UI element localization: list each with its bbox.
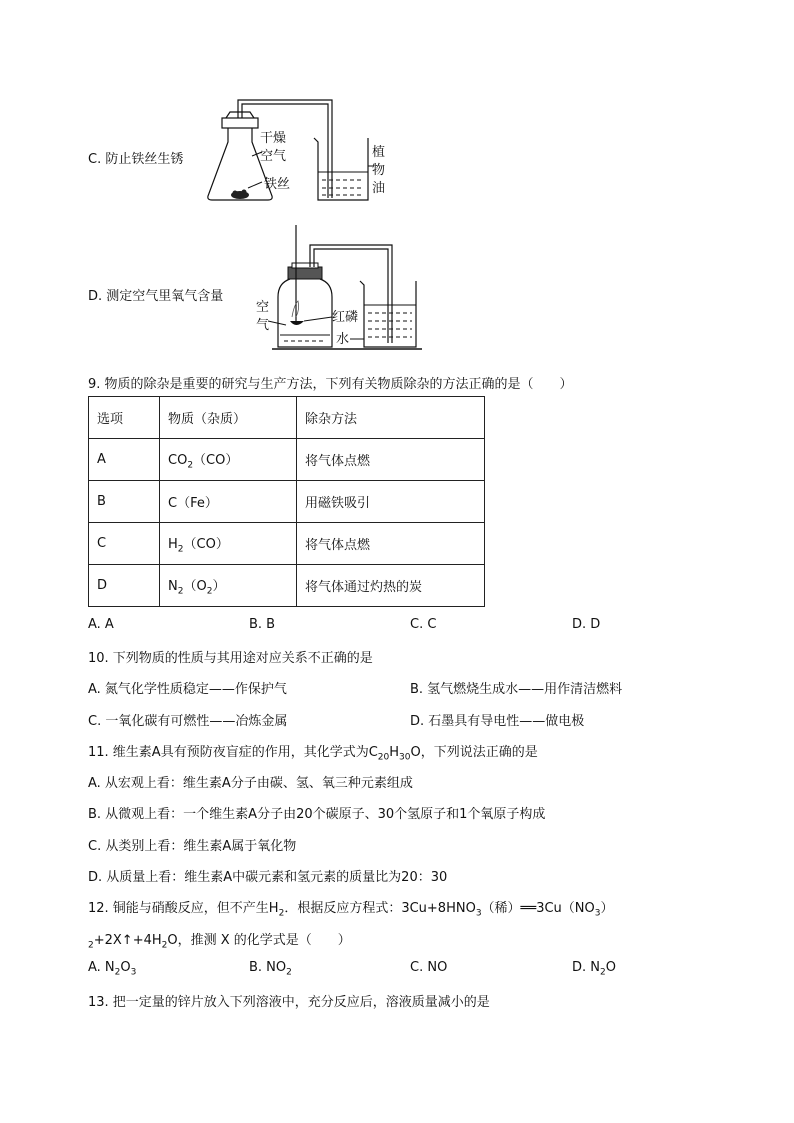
q9-option-c[interactable]: C. C bbox=[410, 617, 437, 632]
label-oil-2: 物 bbox=[372, 163, 386, 178]
q9-stem: 9. 物质的除杂是重要的研究与生产方法，下列有关物质除杂的方法正确的是（ ） bbox=[88, 377, 573, 392]
table-row bbox=[89, 481, 485, 523]
label-red-phosphorus: 红磷 bbox=[332, 310, 359, 325]
q11-option-d[interactable]: D. 从质量上看：维生素A中碳元素和氢元素的质量比为20：30 bbox=[88, 870, 448, 885]
table-cell-option: B bbox=[89, 481, 160, 523]
q12-option-a[interactable]: A. $N_2O_3$ bbox=[88, 960, 137, 978]
table-header-cell: 物质（杂质） bbox=[160, 397, 297, 439]
label-dry: 干燥 bbox=[260, 131, 287, 146]
table-row bbox=[89, 565, 485, 607]
q8-option-d-label: D. 测定空气里氧气含量 bbox=[88, 289, 224, 304]
q9-option-b[interactable]: B. B bbox=[249, 617, 276, 632]
q12-option-c[interactable]: C. NO bbox=[410, 960, 448, 975]
q8d-apparatus-figure bbox=[250, 225, 430, 355]
table-cell-option: A bbox=[89, 439, 160, 481]
q11-option-c[interactable]: C. 从类别上看：维生素A属于氧化物 bbox=[88, 839, 297, 854]
table-header-cell: 选项 bbox=[89, 397, 160, 439]
label-air-2: 气 bbox=[256, 318, 270, 333]
label-iron-wire: 铁丝 bbox=[264, 177, 291, 192]
q13-stem: 13. 把一定量的锌片放入下列溶液中，充分反应后，溶液质量减小的是 bbox=[88, 995, 490, 1010]
q11-stem: 11. 维生素A具有预防夜盲症的作用，其化学式为$C_{20}H_{30}O$，下列说法正确的是 bbox=[88, 745, 538, 763]
q10-option-b[interactable]: B. 氢气燃烧生成水——用作清洁燃料 bbox=[410, 682, 623, 697]
q12-stem-line2: $_2+2X↑+4H_2O$，推测 X 的化学式是（ ） bbox=[88, 933, 351, 951]
table-row bbox=[89, 439, 485, 481]
q12-stem-line1: 12. 铜能与硝酸反应，但不产生$H_2$．根据反应方程式：$3Cu+8HNO_3$（稀）$══3Cu(NO_3)$ bbox=[88, 901, 614, 919]
table-cell-method: 将气体点燃 bbox=[297, 439, 485, 481]
q11-option-b[interactable]: B. 从微观上看：一个维生素A分子由20个碳原子、30个氢原子和1个氧原子构成 bbox=[88, 807, 546, 822]
table-cell-substance: C（Fe） bbox=[160, 481, 297, 523]
label-oil-1: 植 bbox=[372, 145, 386, 160]
q8c-apparatus-figure bbox=[200, 90, 400, 210]
q10-stem: 10. 下列物质的性质与其用途对应关系不正确的是 bbox=[88, 651, 373, 666]
q12-option-d[interactable]: D. $N_2O$ bbox=[572, 960, 616, 978]
label-air: 空气 bbox=[260, 149, 287, 164]
table-cell-substance: $CO_2(CO)$ bbox=[160, 439, 297, 481]
q10-option-a[interactable]: A. 氮气化学性质稳定——作保护气 bbox=[88, 682, 287, 697]
q11-option-a[interactable]: A. 从宏观上看：维生素A分子由碳、氢、氧三种元素组成 bbox=[88, 776, 413, 791]
table-cell-substance: $H_2(CO)$ bbox=[160, 523, 297, 565]
table-cell-substance: $N_2(O_2)$ bbox=[160, 565, 297, 607]
label-water: 水 bbox=[336, 332, 350, 347]
table-cell-method: 将气体通过灼热的炭 bbox=[297, 565, 485, 607]
table-cell-option: C bbox=[89, 523, 160, 565]
table-header-row bbox=[89, 397, 485, 439]
table-cell-method: 将气体点燃 bbox=[297, 523, 485, 565]
table-header-cell: 除杂方法 bbox=[297, 397, 485, 439]
q8-option-c-label: C. 防止铁丝生锈 bbox=[88, 152, 184, 167]
q9-table bbox=[88, 396, 485, 607]
table-row bbox=[89, 523, 485, 565]
label-oil-3: 油 bbox=[372, 181, 386, 196]
q10-option-d[interactable]: D. 石墨具有导电性——做电极 bbox=[410, 714, 585, 729]
table-cell-method: 用磁铁吸引 bbox=[297, 481, 485, 523]
label-air-1: 空 bbox=[256, 300, 270, 315]
q9-option-d[interactable]: D. D bbox=[572, 617, 601, 632]
q12-option-b[interactable]: B. $NO_2$ bbox=[249, 960, 292, 978]
q10-option-c[interactable]: C. 一氧化碳有可燃性——冶炼金属 bbox=[88, 714, 288, 729]
table-cell-option: D bbox=[89, 565, 160, 607]
q9-option-a[interactable]: A. A bbox=[88, 617, 114, 632]
